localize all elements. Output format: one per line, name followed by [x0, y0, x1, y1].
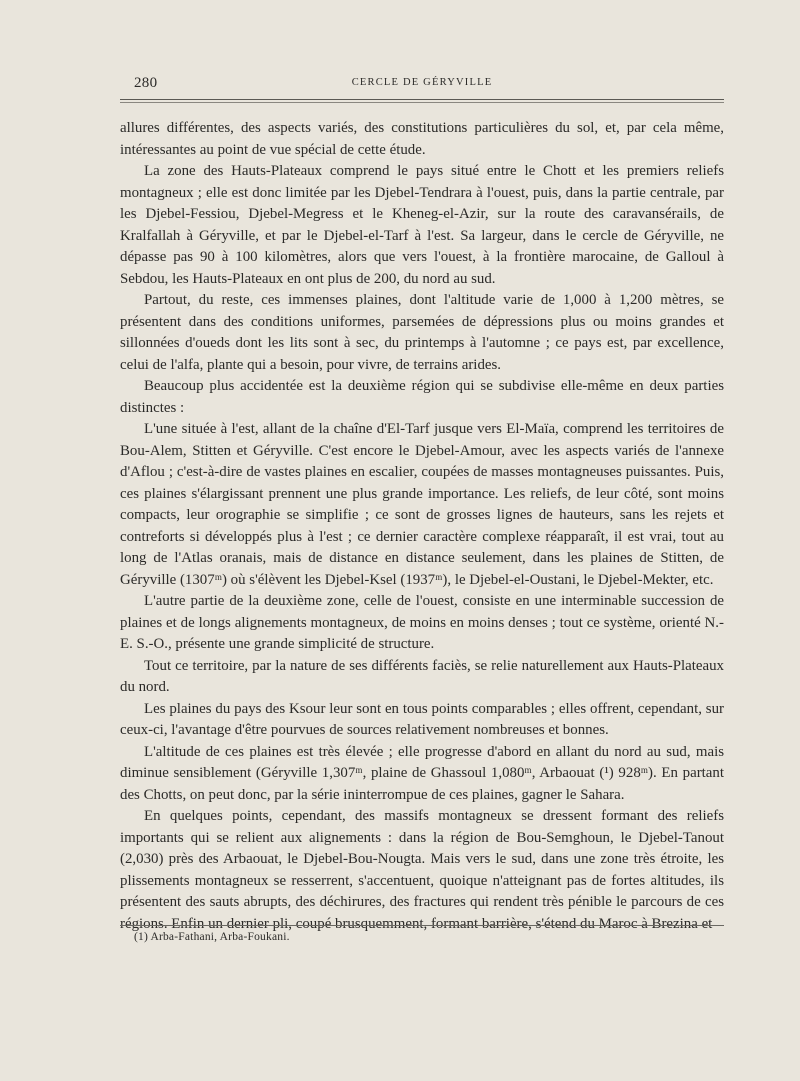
running-head: CERCLE DE GÉRYVILLE — [351, 77, 493, 88]
paragraph: L'autre partie de la deuxième zone, celle de l'ouest, consiste en une interminable succession de plaines et de longs alignements montagneux, de moins en moins denses ; tout ce système, orienté N.-E. S.-O., présente une grande simplicité de structure. — [120, 593, 724, 652]
paragraph: Partout, du reste, ces immenses plaines, dont l'altitude varie de 1,000 à 1,200 mètres, se présentent dans des conditions uniformes, parsemées de dépressions plus ou moins grandes et sillonnées d'oueds dont les lits sont à sec, du printemps à l'automne ; ce pays est, par excellence, celui de l'alfa, plante qui a besoin, pour vivre, de terrains arides. — [120, 292, 724, 373]
paragraph: La zone des Hauts-Plateaux comprend le pays situé entre le Chott et les premiers reliefs montagneux ; elle est donc limitée par les Djebel-Tendrara à l'ouest, puis, dans la partie centrale, par les Djebel-Fessiou, Djebel-Megress et le Kheneg-el-Azir, sur la route des caravansérails, de Kralfallah à Géryville, et par le Djebel-el-Tarf à l'est. Sa largeur, dans le cercle de Géryville, ne dépasse pas 90 à 100 kilomètres, alors que vers l'ouest, à la frontière marocaine, de Galloul à Sebdou, les Hauts-Plateaux en ont plus de 200, du nord au sud. — [120, 163, 724, 287]
page-header — [120, 75, 724, 95]
paragraph: En quelques points, cependant, des massifs montagneux se dressent formant des reliefs importants qui se relient aux alignements : dans la région de Bou-Semghoun, le Djebel-Tanout (2,030) près des Arbaouat, le Djebel-Bou-Nougta. Mais vers le sud, dans une zone très étroite, les plissements montagneux se resserrent, s'accentuent, quoique n'atteignant pas de fortes altitudes, ils présentent des sauts abrupts, des déchirures, des fractures qui rendent très pénible le parcours de ces régions. Enfin un dernier pli, coupé brusquemment, formant barrière, s'étend du Maroc à Brezina et — [120, 808, 724, 932]
header-rule-thin — [120, 102, 724, 103]
paragraph: L'altitude de ces plaines est très élevée ; elle progresse d'abord en allant du nord au sud, mais diminue sensiblement (Géryville 1,307ᵐ, plaine de Ghassoul 1,080ᵐ, Arbaouat (¹) 928ᵐ). En partant des Chotts, on peut donc, par la série ininterrompue de ces plaines, gagner le Sahara. — [120, 743, 724, 803]
footnote: (1) Arba-Fathani, Arba-Foukani. — [134, 931, 290, 943]
paragraph: allures différentes, des aspects variés, des constitutions particulières du sol, et, par cela même, intéressantes au point de vue spécial de cette étude. — [120, 120, 724, 158]
page-number: 280 — [134, 75, 158, 91]
paragraph: Les plaines du pays des Ksour leur sont en tous points comparables ; elles offrent, cependant, sur ceux-ci, l'avantage d'être pourvues de sources relativement nombreuses et bonnes. — [120, 700, 724, 738]
body-text — [120, 118, 724, 935]
paragraph: Tout ce territoire, par la nature de ses différents faciès, se relie naturellement aux Hauts-Plateaux du nord. — [120, 657, 724, 695]
paragraph: L'une située à l'est, allant de la chaîne d'El-Tarf jusque vers El-Maïa, comprend les territoires de Bou-Alem, Stitten et Géryville. C'est encore le Djebel-Amour, avec les aspects variés de l'annexe d'Aflou ; c'est-à-dire de vastes plaines en escalier, coupées de masses montagneuses puissantes. Puis, ces plaines s'élargissant prennent une plus grande importance. Les reliefs, de leur côté, sont moins compacts, leur orographie se simplifie ; ce sont de grosses lignes de hauteurs, sans les rejets et contreforts si développés plus à l'est ; ce dernier caractère complexe réapparaît, il est vrai, tout au long de l'Atlas oranais, mais de distance en distance seulement, dans les plaines de Stitten, de Géryville (1307ᵐ) où s'élèvent les Djebel-Ksel (1937ᵐ), le Djebel-el-Oustani, le Djebel-Mekter, etc. — [120, 421, 724, 588]
paragraph: Beaucoup plus accidentée est la deuxième région qui se subdivise elle-même en deux parties distinctes : — [120, 378, 724, 416]
header-rule — [120, 99, 724, 100]
footnote-rule — [120, 925, 724, 926]
